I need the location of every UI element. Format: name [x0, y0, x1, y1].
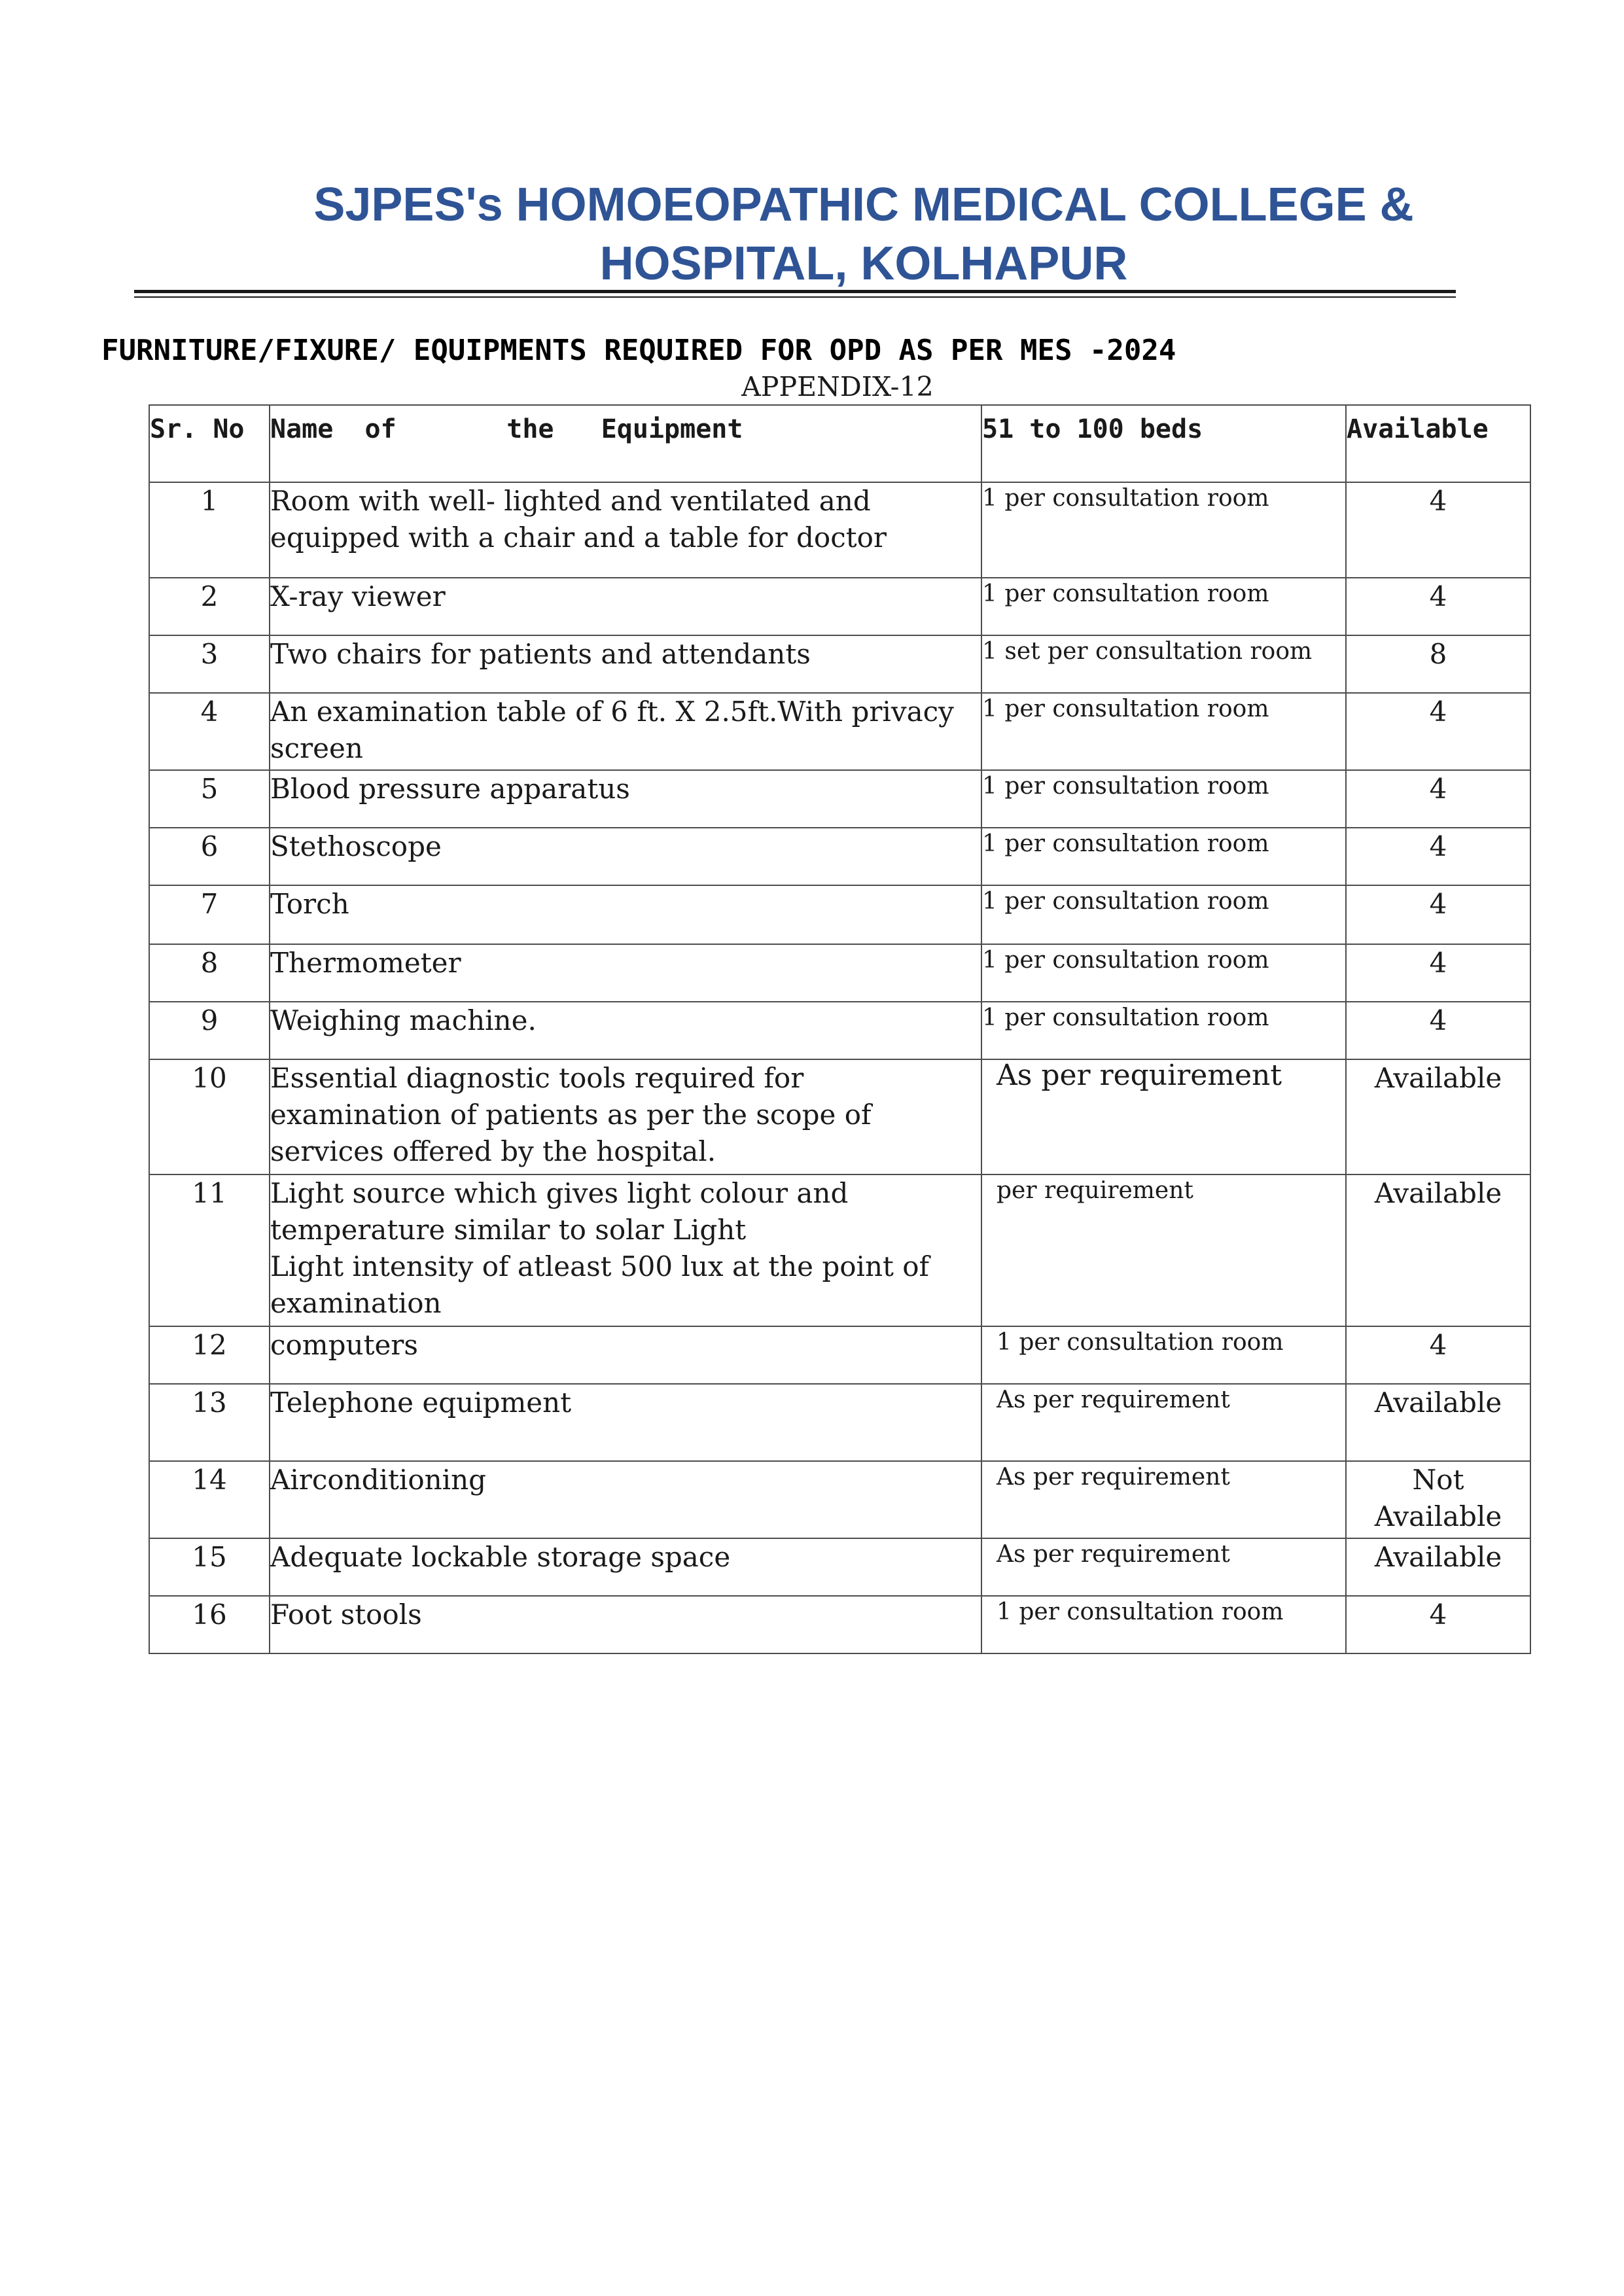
- cell-sr-no: 16: [149, 1596, 270, 1653]
- cell-sr-no: 9: [149, 1002, 270, 1059]
- cell-sr-no: 8: [149, 944, 270, 1002]
- table-row: [149, 693, 1530, 770]
- cell-available: 4: [1346, 944, 1530, 1002]
- cell-sr-no: 3: [149, 635, 270, 693]
- cell-available: Available: [1346, 1059, 1530, 1174]
- cell-equipment-name: Light source which gives light colour and temperature similar to solar Light Light intensity of atleast 500 lux at the point of examination: [270, 1174, 981, 1326]
- cell-sr-no: 15: [149, 1538, 270, 1596]
- cell-sr-no: 1: [149, 482, 270, 578]
- table-row: [149, 1538, 1530, 1596]
- header-divider-thick: [134, 290, 1456, 293]
- header-divider-thin: [134, 296, 1456, 298]
- cell-beds-requirement: As per requirement: [981, 1059, 1346, 1174]
- cell-sr-no: 10: [149, 1059, 270, 1174]
- cell-equipment-name: X-ray viewer: [270, 578, 981, 635]
- cell-available: 4: [1346, 1596, 1530, 1653]
- table-row: [149, 885, 1530, 944]
- cell-sr-no: 13: [149, 1384, 270, 1461]
- cell-available: 4: [1346, 1326, 1530, 1384]
- cell-sr-no: 7: [149, 885, 270, 944]
- cell-available: 4: [1346, 693, 1530, 770]
- cell-beds-requirement: 1 per consultation room: [981, 482, 1346, 578]
- cell-available: Not Available: [1346, 1461, 1530, 1538]
- table-row: [149, 1384, 1530, 1461]
- table-row: [149, 1461, 1530, 1538]
- table-row: [149, 944, 1530, 1002]
- cell-beds-requirement: 1 per consultation room: [981, 693, 1346, 770]
- cell-sr-no: 5: [149, 770, 270, 828]
- cell-beds-requirement: 1 per consultation room: [981, 944, 1346, 1002]
- equipment-table: [149, 404, 1531, 1654]
- cell-available: 4: [1346, 482, 1530, 578]
- cell-equipment-name: Room with well- lighted and ventilated and equipped with a chair and a table for doctor: [270, 482, 981, 578]
- cell-equipment-name: An examination table of 6 ft. X 2.5ft.With privacy screen: [270, 693, 981, 770]
- cell-available: 4: [1346, 770, 1530, 828]
- cell-equipment-name: computers: [270, 1326, 981, 1384]
- cell-equipment-name: Blood pressure apparatus: [270, 770, 981, 828]
- cell-beds-requirement: As per requirement: [981, 1538, 1346, 1596]
- cell-available: 4: [1346, 885, 1530, 944]
- cell-beds-requirement: 1 per consultation room: [981, 578, 1346, 635]
- table-header-row: [149, 405, 1530, 482]
- table-row: [149, 1596, 1530, 1653]
- table-row: [149, 1326, 1530, 1384]
- document-heading: FURNITURE/FIXURE/ EQUIPMENTS REQUIRED FOR OPD AS PER MES -2024: [101, 334, 1176, 367]
- cell-sr-no: 2: [149, 578, 270, 635]
- cell-available: Available: [1346, 1174, 1530, 1326]
- column-header-beds: 51 to 100 beds: [981, 405, 1346, 482]
- cell-equipment-name: Foot stools: [270, 1596, 981, 1653]
- cell-beds-requirement: 1 per consultation room: [981, 1002, 1346, 1059]
- college-title: SJPES's HOMOEOPATHIC MEDICAL COLLEGE & HOSPITAL, KOLHAPUR: [313, 179, 1414, 290]
- cell-beds-requirement: 1 set per consultation room: [981, 635, 1346, 693]
- cell-sr-no: 12: [149, 1326, 270, 1384]
- cell-sr-no: 14: [149, 1461, 270, 1538]
- table-row: [149, 635, 1530, 693]
- cell-beds-requirement: 1 per consultation room: [981, 885, 1346, 944]
- cell-beds-requirement: per requirement: [981, 1174, 1346, 1326]
- appendix-label: APPENDIX-12: [741, 371, 934, 402]
- table-row: [149, 578, 1530, 635]
- cell-sr-no: 4: [149, 693, 270, 770]
- cell-available: 4: [1346, 1002, 1530, 1059]
- column-header-sr-no: Sr. No: [149, 405, 270, 482]
- table-row: [149, 828, 1530, 885]
- table-row: [149, 1002, 1530, 1059]
- cell-sr-no: 11: [149, 1174, 270, 1326]
- cell-equipment-name: Adequate lockable storage space: [270, 1538, 981, 1596]
- cell-equipment-name: Airconditioning: [270, 1461, 981, 1538]
- cell-available: Available: [1346, 1384, 1530, 1461]
- table-row: [149, 1174, 1530, 1326]
- column-header-available: Available: [1346, 405, 1530, 482]
- table-row: [149, 1059, 1530, 1174]
- cell-equipment-name: Stethoscope: [270, 828, 981, 885]
- cell-beds-requirement: 1 per consultation room: [981, 1596, 1346, 1653]
- cell-equipment-name: Thermometer: [270, 944, 981, 1002]
- cell-available: 8: [1346, 635, 1530, 693]
- cell-available: 4: [1346, 578, 1530, 635]
- cell-beds-requirement: 1 per consultation room: [981, 770, 1346, 828]
- cell-equipment-name: Essential diagnostic tools required for examination of patients as per the scope of services offered by the hospital.: [270, 1059, 981, 1174]
- cell-beds-requirement: 1 per consultation room: [981, 828, 1346, 885]
- cell-beds-requirement: 1 per consultation room: [981, 1326, 1346, 1384]
- cell-available: 4: [1346, 828, 1530, 885]
- cell-equipment-name: Telephone equipment: [270, 1384, 981, 1461]
- column-header-name: Name of the Equipment: [270, 405, 981, 482]
- cell-equipment-name: Weighing machine.: [270, 1002, 981, 1059]
- cell-equipment-name: Two chairs for patients and attendants: [270, 635, 981, 693]
- table-row: [149, 770, 1530, 828]
- cell-equipment-name: Torch: [270, 885, 981, 944]
- table-body: [149, 482, 1530, 1653]
- cell-available: Available: [1346, 1538, 1530, 1596]
- cell-beds-requirement: As per requirement: [981, 1384, 1346, 1461]
- cell-sr-no: 6: [149, 828, 270, 885]
- cell-beds-requirement: As per requirement: [981, 1461, 1346, 1538]
- table-row: [149, 482, 1530, 578]
